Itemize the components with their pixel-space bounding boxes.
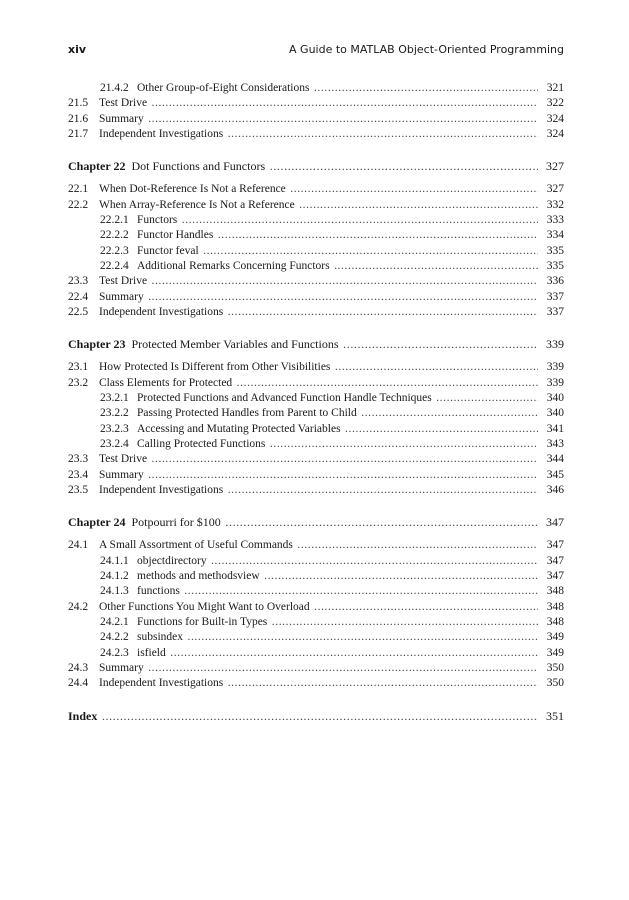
section-number: 22.1 [68,183,89,196]
toc-entry-title: Other Group-of-Eight Considerations [137,82,310,94]
section-number: 24.3 [68,661,89,674]
spacer [68,691,564,709]
toc-entry-text [99,376,538,391]
section-number: 23.5 [68,483,89,496]
toc-page-number: 349 [546,646,564,659]
toc-entry-title: Summary [99,112,144,125]
chapter-label: Chapter 22 [68,159,126,174]
toc-entry[interactable] [68,96,564,111]
toc-entry-title: Functor feval [137,244,199,257]
toc-page-number: 335 [546,244,564,257]
toc-entry-text [100,630,538,645]
chapter-entry[interactable] [68,159,564,174]
section-number: 23.3 [68,275,89,288]
toc-page-number: 348 [546,615,564,628]
index-title: Index [68,709,98,724]
toc-page-number: 350 [546,661,564,674]
toc-page-number: 350 [546,677,564,690]
chapter-title-text: Potpourri for $100 [131,515,221,530]
toc-entry-text [100,584,538,599]
toc-page-number: 348 [546,585,564,598]
toc-entry-text [99,274,538,289]
toc-page-number: 347 [546,539,564,552]
section-number: 23.2.1 [100,392,129,405]
toc-entry-title: Functions for Built-in Types [137,615,268,628]
toc-entry[interactable] [68,376,564,391]
toc-entry-title: Accessing and Mutating Protected Variables [137,422,341,435]
section-number: 21.4.2 [100,82,129,94]
toc-entry[interactable] [68,615,564,630]
section-number: 22.2.4 [100,259,129,272]
section-number: 23.4 [68,468,89,481]
toc-entry-text [100,406,538,421]
toc-entry[interactable] [68,646,564,661]
section-number: 23.1 [68,361,89,374]
section-number: 24.2.1 [100,615,129,628]
spacer [68,320,564,337]
toc-entry[interactable] [68,422,564,437]
toc-entry[interactable] [68,630,564,645]
section-number: 24.1.2 [100,570,129,583]
section-number: 22.2.3 [100,244,129,257]
toc-entry-title: Calling Protected Functions [137,437,266,450]
toc-entry[interactable] [68,569,564,584]
toc-entry[interactable] [68,127,564,142]
section-number: 22.5 [68,305,89,318]
toc-entry[interactable] [68,483,564,498]
toc-entry[interactable] [68,360,564,375]
chapter-entry-text [68,515,538,530]
toc-entry-title: A Small Assortment of Useful Commands [99,539,293,552]
toc-page-number: 345 [546,468,564,481]
chapter-title-text: Protected Member Variables and Functions [131,337,339,352]
section-number: 24.4 [68,677,89,690]
section-number: 23.2.4 [100,437,129,450]
chapter-label: Chapter 24 [68,515,126,530]
toc-page-number: 332 [546,198,564,211]
toc-page-number: 346 [546,483,564,496]
toc-page-number: 324 [546,127,564,140]
toc-entry-text [99,676,538,691]
toc-page-number: 336 [546,275,564,288]
toc-entry[interactable] [68,290,564,305]
toc-entry[interactable] [68,228,564,243]
toc-page-number: 347 [546,515,564,530]
toc-entry-title: How Protected Is Different from Other Visibilities [99,361,331,374]
chapter-title-text: Dot Functions and Functors [131,159,266,174]
spacer [68,352,564,360]
toc-entry[interactable] [68,676,564,691]
chapter-entry[interactable] [68,337,564,352]
toc-page-number: 340 [546,392,564,405]
toc-entry[interactable] [68,600,564,615]
toc-entry-title: When Dot-Reference Is Not a Reference [99,183,286,196]
toc-entry-text [100,422,538,437]
toc-entry-text [99,182,538,197]
toc-entry-title: When Array-Reference Is Not a Reference [99,198,295,211]
toc-page-number: 335 [546,259,564,272]
toc-entry-title: Independent Investigations [99,677,224,690]
toc-entry-title: Passing Protected Handles from Parent to Child [137,407,357,420]
section-number: 23.3 [68,453,89,466]
toc-entry-title: Test Drive [99,275,148,288]
table-of-contents [68,81,564,725]
toc-page-number: 334 [546,229,564,242]
toc-page-number: 351 [546,709,564,724]
toc-entry-title: Summary [99,661,144,674]
toc-entry-title: functions [137,585,180,598]
section-number: 22.2 [68,198,89,211]
toc-entry-text [99,305,538,320]
spacer [68,142,564,159]
toc-entry-text [100,391,538,406]
toc-page-number: 344 [546,453,564,466]
toc-entry[interactable] [68,112,564,127]
toc-entry-text [100,259,538,274]
toc-entry[interactable] [68,198,564,213]
toc-entry-text [99,360,538,375]
toc-entry-title: Test Drive [99,97,148,110]
toc-entry[interactable] [68,538,564,553]
toc-page-number: 339 [546,337,564,352]
index-entry-text [68,709,538,724]
toc-page-number: 348 [546,600,564,613]
toc-entry[interactable] [68,213,564,228]
chapter-title [68,515,222,529]
toc-entry-title: Protected Functions and Advanced Function Handle Techniques [137,392,432,405]
toc-page-number: 337 [546,305,564,318]
chapter-entry-text [68,159,538,174]
section-number: 23.2.2 [100,407,129,420]
toc-entry-title: Other Functions You Might Want to Overload [99,600,310,613]
toc-entry[interactable] [68,244,564,259]
toc-entry-text [100,569,538,584]
toc-entry-text [99,112,538,127]
toc-page-number: 337 [546,290,564,303]
toc-entry-title: isfield [137,646,166,659]
toc-entry-title: Class Elements for Protected [99,376,233,389]
toc-entry[interactable] [68,584,564,599]
index-entry[interactable] [68,709,564,724]
section-number: 22.2.2 [100,229,129,242]
section-number: 24.2 [68,600,89,613]
toc-entry[interactable] [68,182,564,197]
toc-entry-text [99,96,538,111]
spacer [68,498,564,515]
spacer [68,174,564,182]
toc-entry-title: Additional Remarks Concerning Functors [137,259,330,272]
toc-page-number: 339 [546,361,564,374]
toc-entry-title: Summary [99,290,144,303]
toc-entry-text [99,538,538,553]
toc-entry-title: Independent Investigations [99,483,224,496]
toc-entry-text [100,437,538,452]
toc-entry[interactable] [68,468,564,483]
toc-entry-title: Functor Handles [137,229,214,242]
section-number: 24.1 [68,539,89,552]
toc-entry-text [100,646,538,661]
chapter-title [68,159,266,173]
toc-entry[interactable] [68,437,564,452]
toc-page-number: 343 [546,437,564,450]
toc-page-number: 333 [546,214,564,227]
toc-entry-text [99,452,538,467]
toc-entry[interactable] [68,406,564,421]
section-number: 24.2.2 [100,631,129,644]
toc-entry[interactable] [68,81,564,96]
toc-page-number: 322 [546,97,564,110]
toc-entry-text [100,244,538,259]
section-number: 23.2.3 [100,422,129,435]
section-number: 24.1.1 [100,554,129,567]
toc-entry-text [99,468,538,483]
toc-entry-text [99,483,538,498]
toc-entry-text [99,600,538,615]
section-number: 22.4 [68,290,89,303]
toc-page-number: 339 [546,376,564,389]
toc-entry[interactable] [68,554,564,569]
book-title: A Guide to MATLAB Object-Oriented Programming [289,43,564,56]
toc-page-number: 341 [546,422,564,435]
section-number: 21.5 [68,97,89,110]
section-number: 21.6 [68,112,89,125]
toc-entry-title: methods and methodsview [137,570,260,583]
toc-entry[interactable] [68,452,564,467]
toc-entry-text [99,290,538,305]
toc-page-number: 327 [546,183,564,196]
toc-entry-text [100,228,538,243]
toc-page-number: 324 [546,112,564,125]
section-number: 21.7 [68,127,89,140]
toc-entry[interactable] [68,274,564,289]
toc-entry-title: objectdirectory [137,554,207,567]
toc-page-number: 349 [546,631,564,644]
toc-entry[interactable] [68,661,564,676]
toc-entry[interactable] [68,305,564,320]
chapter-title [68,337,340,351]
chapter-entry-text [68,337,538,352]
chapter-entry[interactable] [68,515,564,530]
toc-entry-title: Test Drive [99,453,148,466]
toc-entry-text [99,661,538,676]
toc-page-number: 327 [546,159,564,174]
toc-entry-title: subsindex [137,631,183,644]
toc-entry-title: Functors [137,214,178,227]
toc-entry-title: Summary [99,468,144,481]
section-number: 22.2.1 [100,214,129,227]
toc-page-number: 347 [546,570,564,583]
toc-entry-text [99,198,538,213]
toc-entry-text [100,81,538,96]
toc-entry-text [99,127,538,142]
section-number: 24.2.3 [100,646,129,659]
section-number: 23.2 [68,376,89,389]
spacer [68,530,564,538]
toc-entry-text [100,615,538,630]
toc-entry-text [100,213,538,228]
running-head [68,43,564,61]
toc-entry-text [100,554,538,569]
section-number: 24.1.3 [100,585,129,598]
toc-page-number: 340 [546,407,564,420]
toc-page-number: 347 [546,554,564,567]
chapter-label: Chapter 23 [68,337,126,352]
toc-entry-title: Independent Investigations [99,127,224,140]
toc-page-number: 321 [546,82,564,94]
toc-entry[interactable] [68,259,564,274]
toc-entry[interactable] [68,391,564,406]
page-number: xiv [68,43,87,56]
toc-entry-title: Independent Investigations [99,305,224,318]
